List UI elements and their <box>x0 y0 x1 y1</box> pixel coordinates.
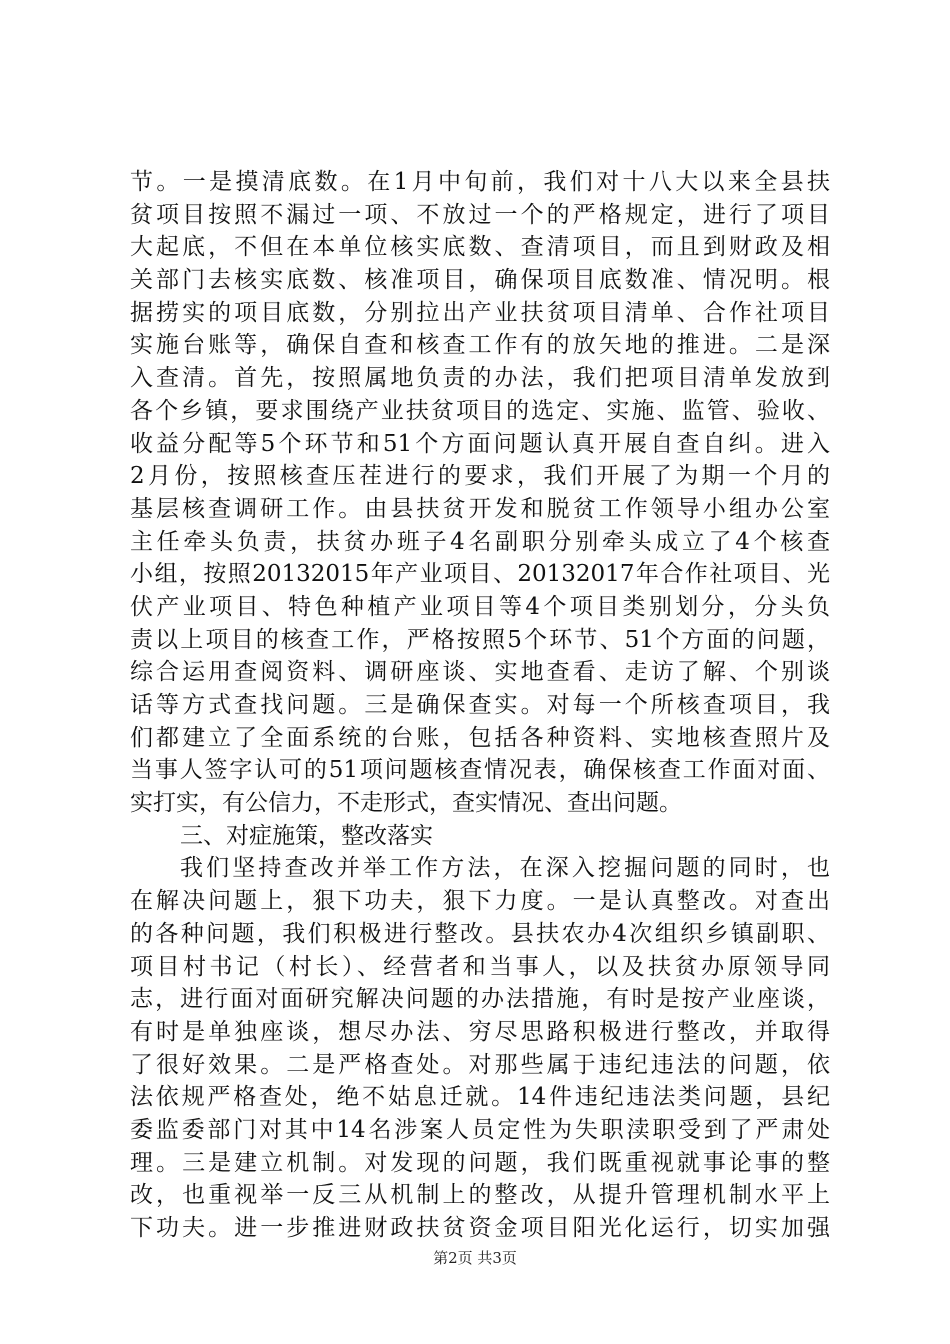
text-line: 收益分配等5个环节和51个方面问题认真开展自查自纠。进入 <box>130 430 830 457</box>
text-line: 我们坚持查改并举工作方法，在深入挖掘问题的同时，也 <box>180 855 830 882</box>
text-line: 委监委部门对其中14名涉案人员定性为失职渎职受到了严肃处 <box>130 1116 830 1143</box>
text-line: 的各种问题，我们积极进行整改。县扶农办4次组织乡镇副职、 <box>130 920 830 947</box>
page-footer: 第2页 共3页 <box>433 1249 517 1267</box>
text-line: 话等方式查找问题。三是确保查实。对每一个所核查项目，我 <box>130 692 830 718</box>
text-line: 实打实，有公信力，不走形式，查实情况、查出问题。 <box>130 790 682 817</box>
text-line: 下功夫。进一步推进财政扶贫资金项目阳光化运行，切实加强 <box>130 1215 830 1241</box>
text-line: 主任牵头负责，扶贫办班子4名副职分别牵头成立了4个核查 <box>130 528 830 555</box>
text-line: 理。三是建立机制。对发现的问题，我们既重视就事论事的整 <box>130 1149 830 1176</box>
text-line: 据捞实的项目底数，分别拉出产业扶贫项目清单、合作社项目 <box>130 299 830 326</box>
text-line: 伏产业项目、特色种植产业项目等4个项目类别划分，分头负 <box>130 593 830 620</box>
text-line: 大起底，不但在本单位核实底数、查清项目，而且到财政及相 <box>130 234 830 261</box>
text-line: 们都建立了全面系统的台账，包括各种资料、实地核查照片及 <box>130 724 830 751</box>
text-line: 入查清。首先，按照属地负责的办法，我们把项目清单发放到 <box>130 365 830 392</box>
text-line: 2月份，按照核查压茬进行的要求，我们开展了为期一个月的 <box>130 463 830 490</box>
text-line: 改，也重视举一反三从机制上的整改，从提升管理机制水平上 <box>130 1182 830 1209</box>
text-line: 各个乡镇，要求围绕产业扶贫项目的选定、实施、监管、验收、 <box>130 397 830 424</box>
paragraph-2 <box>130 852 830 1244</box>
text-line: 贫项目按照不漏过一项、不放过一个的严格规定，进行了项目 <box>130 201 830 228</box>
text-line: 有时是单独座谈，想尽办法、穷尽思路积极进行整改，并取得 <box>130 1018 830 1045</box>
text-line: 综合运用查阅资料、调研座谈、实地查看、走访了解、个别谈 <box>130 659 830 686</box>
text-line: 法依规严格查处，绝不姑息迁就。14件违纪违法类问题，县纪 <box>130 1084 830 1111</box>
text-line: 实施台账等，确保自查和核查工作有的放矢地的推进。二是深 <box>130 332 830 359</box>
paragraph-1 <box>130 166 830 820</box>
text-line: 基层核查调研工作。由县扶贫开发和脱贫工作领导小组办公室 <box>130 495 830 522</box>
text-line: 志，进行面对面研究解决问题的办法措施，有时是按产业座谈， <box>130 986 830 1013</box>
text-line: 在解决问题上，狠下功夫，狠下力度。一是认真整改。对查出 <box>130 888 830 915</box>
section-heading-3: 三、对症施策，整改落实 <box>180 822 433 849</box>
text-line: 当事人签字认可的51项问题核查情况表，确保核查工作面对面、 <box>130 757 830 784</box>
document-body <box>130 166 830 1245</box>
text-line: 节。一是摸清底数。在1月中旬前，我们对十八大以来全县扶 <box>130 169 830 195</box>
text-line: 关部门去核实底数、核准项目，确保项目底数准、情况明。根 <box>130 267 830 294</box>
text-line: 了很好效果。二是严格查处。对那些属于违纪违法的问题，依 <box>130 1051 830 1078</box>
text-line: 项目村书记（村长）、经营者和当事人，以及扶贫办原领导同 <box>130 953 830 980</box>
text-line: 责以上项目的核查工作，严格按照5个环节、51个方面的问题， <box>130 626 830 653</box>
text-line: 小组，按照20132015年产业项目、20132017年合作社项目、光 <box>130 561 830 588</box>
